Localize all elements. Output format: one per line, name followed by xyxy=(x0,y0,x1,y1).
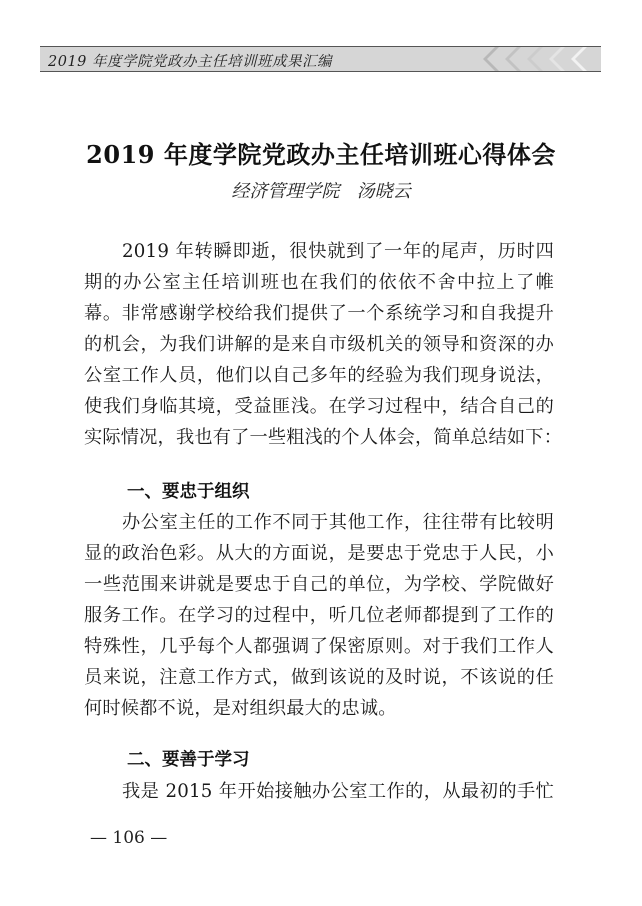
running-header xyxy=(40,46,601,72)
paragraph-line: 何时候都不说，是对组织最大的忠诚。 xyxy=(84,698,397,719)
paragraph-line: 的机会，为我们讲解的是来自市级机关的领导和资深的办 xyxy=(84,334,554,355)
page-number: — 106 — xyxy=(90,828,168,848)
paragraph-line: 幕。非常感谢学校给我们提供了一个系统学习和自我提升 xyxy=(84,303,554,324)
paragraph-line: 员来说，注意工作方式，做到该说的及时说，不该说的任 xyxy=(84,667,554,688)
paragraph-line: 显的政治色彩。从大的方面说，是要忠于党忠于人民，小 xyxy=(84,543,554,564)
chevron-ornament-icon xyxy=(501,47,521,71)
paragraph-line: 一些范围来讲就是要忠于自己的单位，为学校、学院做好 xyxy=(84,574,554,595)
chevron-ornament-icon xyxy=(545,47,565,71)
paragraph-line: 公室工作人员，他们以自己多年的经验为我们现身说法， xyxy=(84,365,554,386)
section-heading-learning: 二、要善于学习 xyxy=(127,750,250,770)
running-header-title: 2019 年度学院党政办主任培训班成果汇编 xyxy=(48,54,333,70)
article-title: 2019 年度学院党政办主任培训班心得体会 xyxy=(86,140,556,169)
paragraph-line: 办公室主任的工作不同于其他工作，往往带有比较明 xyxy=(122,512,554,533)
paragraph-line: 2019 年转瞬即逝，很快就到了一年的尾声，历时四 xyxy=(122,241,554,262)
paragraph-learning xyxy=(84,776,554,807)
paragraph-loyalty xyxy=(84,507,554,724)
article-byline: 经济管理学院 汤晓云 xyxy=(231,181,411,202)
paragraph-line: 服务工作。在学习的过程中，听几位老师都提到了工作的 xyxy=(84,605,554,626)
section-heading-loyalty: 一、要忠于组织 xyxy=(127,482,250,502)
paragraph-intro xyxy=(84,236,563,453)
paragraph-line: 实际情况，我也有了一些粗浅的个人体会，简单总结如下： xyxy=(84,427,563,448)
chevron-ornament-icon xyxy=(567,47,587,71)
paragraph-line: 特殊性，几乎每个人都强调了保密原则。对于我们工作人 xyxy=(84,636,554,657)
paragraph-line: 期的办公室主任培训班也在我们的依依不舍中拉上了帷 xyxy=(84,272,554,293)
chevron-ornament-icon xyxy=(479,47,499,71)
header-chevron-ornament xyxy=(477,47,587,71)
paragraph-line: 使我们身临其境，受益匪浅。在学习过程中，结合自己的 xyxy=(84,396,554,417)
paragraph-line: 我是 2015 年开始接触办公室工作的，从最初的手忙 xyxy=(122,781,554,802)
chevron-ornament-icon xyxy=(523,47,543,71)
